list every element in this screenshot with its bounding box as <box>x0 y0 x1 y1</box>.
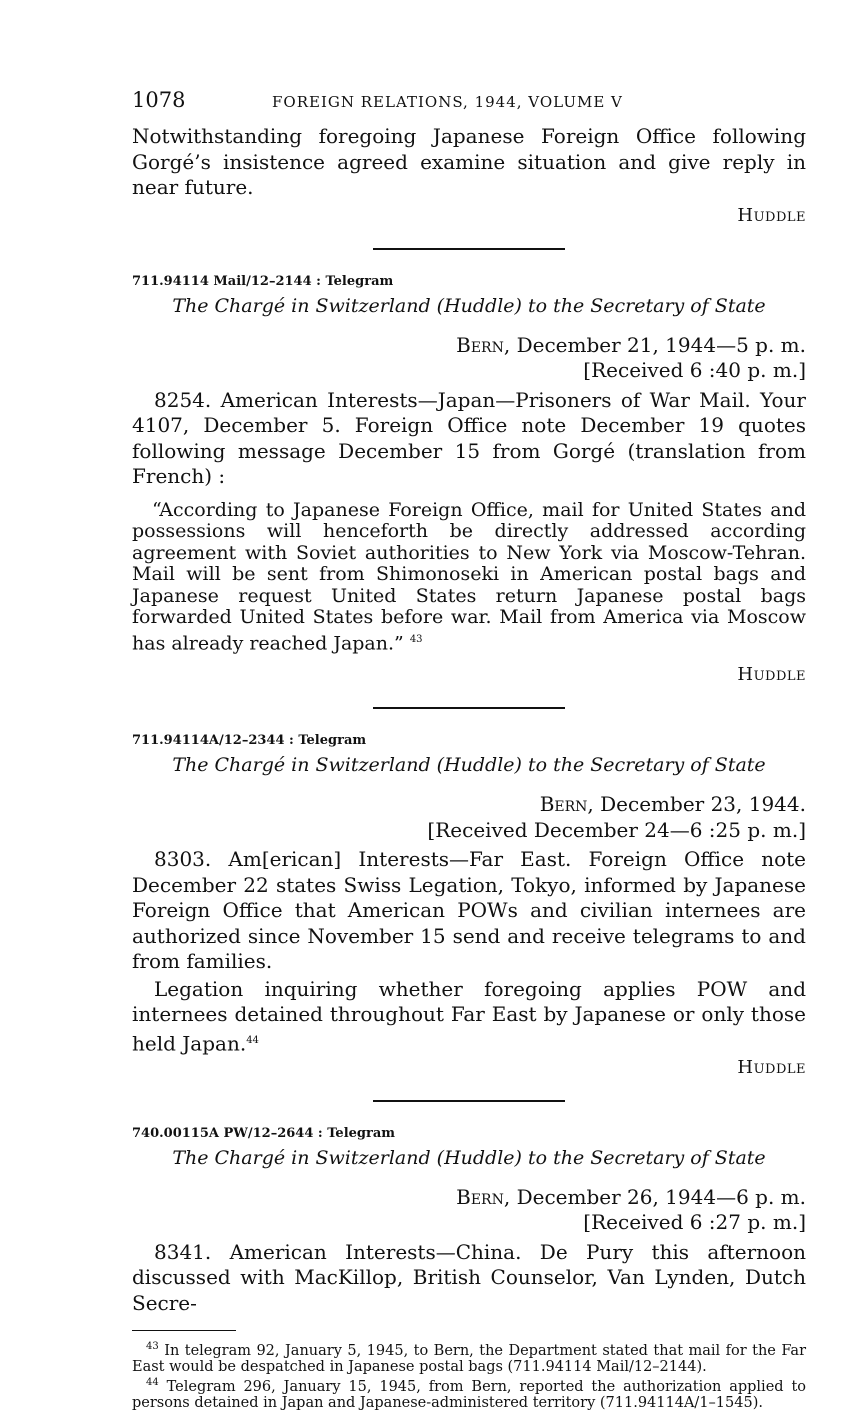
doc2-file-number: 711.94114A/12–2344 : Telegram <box>132 733 367 749</box>
intro-paragraph: Notwithstanding foregoing Japanese Foreign Office following Gorgé’s insistence agreed examine situation and give reply in near future. <box>132 124 806 199</box>
section-divider <box>373 1100 565 1102</box>
footnote-divider <box>132 1330 236 1331</box>
doc1-dateline <box>132 333 806 359</box>
doc1-quote <box>132 500 806 655</box>
footnote-44-text: Telegram 296, January 15, 1945, from Bern, reported the authorization applied to persons detained in Japan and Japanese-administered territory (711.94114A/1–1545). <box>132 1379 806 1411</box>
page-number: 1078 <box>132 88 186 112</box>
doc1-received: [Received 6 :40 p. m.] <box>583 358 806 382</box>
doc1-heading: The Chargé in Switzerland (Huddle) to the Secretary of State <box>172 294 766 317</box>
footnote-ref-43: 43 <box>409 633 423 645</box>
doc2-heading: The Chargé in Switzerland (Huddle) to the Secretary of State <box>172 754 766 777</box>
section-divider <box>373 248 565 250</box>
doc2-signature: Huddle <box>737 1056 806 1078</box>
doc1-paragraph: 8254. American Interests—Japan—Prisoners of War Mail. Your 4107, December 5. Foreign Office note December 19 quotes following message December 15 from Gorgé (translation from French) : <box>132 387 806 488</box>
intro-signature: Huddle <box>737 204 806 226</box>
doc3-received: [Received 6 :27 p. m.] <box>583 1210 806 1235</box>
doc2-paragraph-2 <box>132 977 806 1057</box>
section-divider <box>373 707 565 709</box>
doc2-dateline <box>132 792 806 818</box>
doc2-paragraph-1: 8303. Am[erican] Interests—Far East. Foreign Office note December 22 states Swiss Legation, Tokyo, informed by Japanese Foreign Office that American POWs and civilian internees are authorized since November 15 send and receive telegrams to and from families. <box>132 847 806 974</box>
doc1-quote-text: “According to Japanese Foreign Office, mail for United States and possessions will henceforth be directly addressed according agreement with Soviet authorities to New York via Moscow-Tehran. Mail will be sent from Shimonoseki in American postal bags and Japanese request United States return Japanese postal bags forwarded United States before war. Mail from America via Moscow has already reached Japan.” <box>132 498 806 654</box>
footnote-43-text: In telegram 92, January 5, 1945, to Bern, the Department stated that mail for the Far East would be despatched in Japanese postal bags (711.94114 Mail/12–2144). <box>132 1343 807 1375</box>
doc3-heading: The Chargé in Switzerland (Huddle) to the Secretary of State <box>172 1146 766 1169</box>
footnote-43-number: 43 <box>146 1341 159 1353</box>
doc1-signature: Huddle <box>737 664 806 686</box>
footnote-44 <box>132 1375 806 1411</box>
doc2-date: , December 23, 1944. <box>587 792 806 817</box>
running-title: FOREIGN RELATIONS, 1944, VOLUME V <box>272 93 623 111</box>
doc3-file-number: 740.00115A PW/12–2644 : Telegram <box>132 1125 396 1141</box>
doc3-place: Bern <box>456 1184 504 1209</box>
doc3-date: , December 26, 1944—6 p. m. <box>503 1184 806 1209</box>
doc1-file-number: 711.94114 Mail/12–2144 : Telegram <box>132 273 394 289</box>
doc2-received: [Received December 24—6 :25 p. m.] <box>427 817 806 842</box>
doc2-paragraph-2-text: Legation inquiring whether foregoing applies POW and internees detained throughout Far East by Japanese or only those held Japan. <box>132 976 806 1056</box>
doc1-place: Bern <box>456 332 504 357</box>
page-header <box>132 88 806 112</box>
doc2-place: Bern <box>539 792 588 817</box>
doc3-paragraph: 8341. American Interests—China. De Pury this afternoon discussed with MacKillop, British Counselor, Van Lynden, Dutch Secre- <box>132 1239 806 1315</box>
document-page <box>132 88 806 1411</box>
doc1-date: , December 21, 1944—5 p. m. <box>503 332 806 357</box>
footnote-44-number: 44 <box>146 1377 159 1389</box>
footnote-43 <box>132 1339 806 1375</box>
doc3-dateline <box>132 1185 806 1211</box>
footnote-ref-44: 44 <box>246 1034 259 1046</box>
